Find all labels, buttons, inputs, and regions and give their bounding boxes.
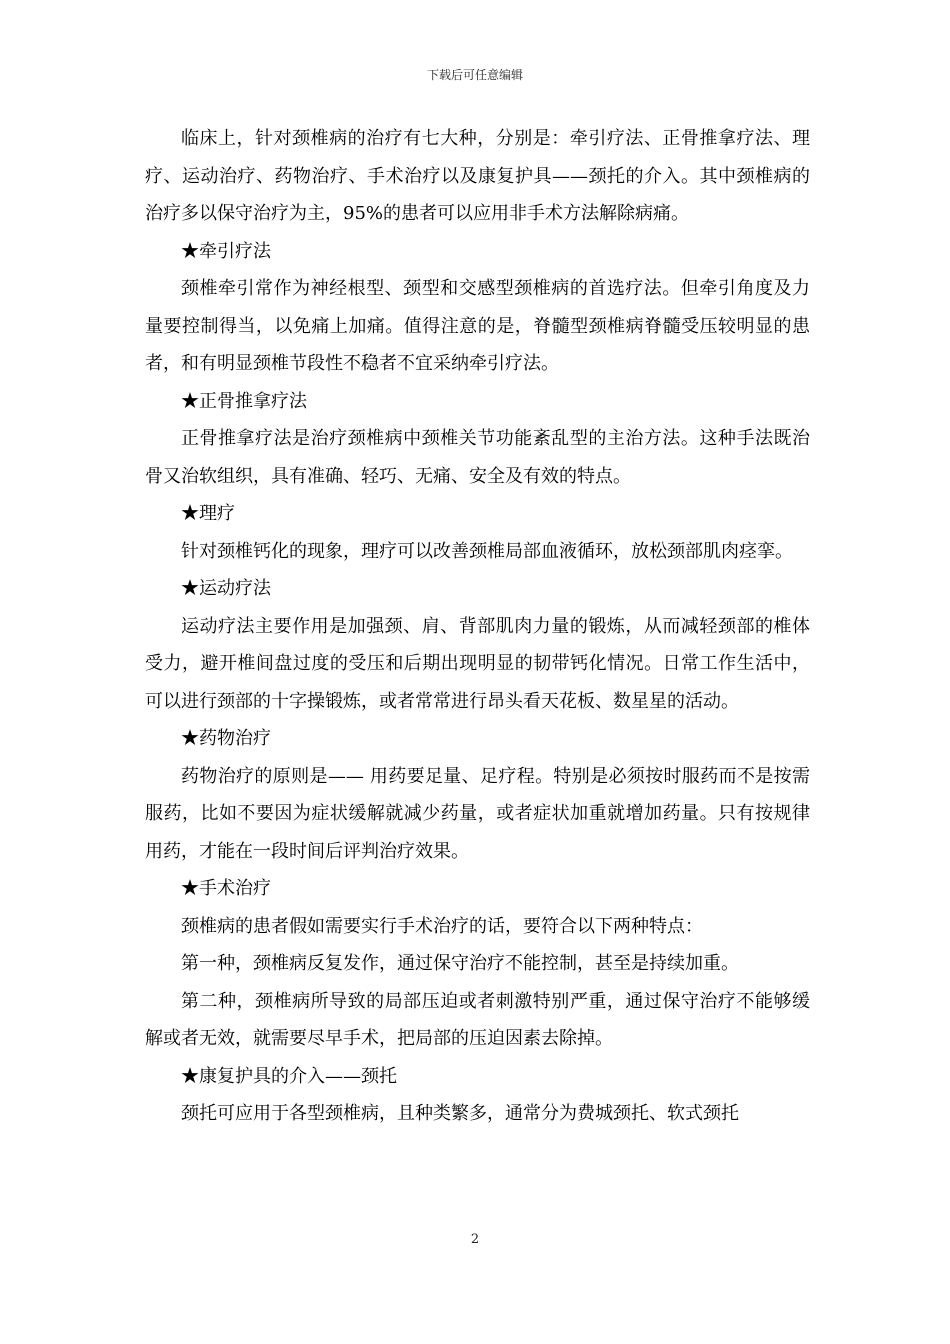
intro-paragraph: 临床上，针对颈椎病的治疗有七大种，分别是：牵引疗法、正骨推拿疗法、理疗、运动治疗、药物治疗、手术治疗以及康复护具——颈托的介入。其中颈椎病的治疗多以保守治疗为主，95%的患者可以应用非手术方法解除病痛。 [145, 128, 810, 224]
section-heading-neck-brace: ★康复护具的介入——颈托 [181, 1065, 397, 1087]
section-heading-exercise: ★运动疗法 [181, 578, 271, 599]
section-text-physiotherapy: 针对颈椎钙化的现象，理疗可以改善颈椎局部血液循环，放松颈部肌肉痉挛。 [181, 540, 793, 562]
section-text-massage: 正骨推拿疗法是治疗颈椎病中颈椎关节功能紊乱型的主治方法。这种手法既治骨又治软组织，具有准确、轻巧、无痛、安全及有效的特点。 [145, 428, 810, 487]
section-heading-massage: ★正骨推拿疗法 [181, 390, 307, 412]
page-header: 下载后可任意编辑 [426, 68, 523, 82]
section-text-surgery-first: 第一种，颈椎病反复发作，通过保守治疗不能控制，甚至是持续加重。 [181, 953, 739, 974]
section-text-surgery-second: 第二种，颈椎病所导致的局部压迫或者刺激特别严重，通过保守治疗不能够缓解或者无效，就需要尽早手术，把局部的压迫因素去除掉。 [145, 990, 810, 1049]
section-text-medication: 药物治疗的原则是—— 用药要足量、足疗程。特别是必须按时服药而不是按需服药，比如不要因为症状缓解就减少药量，或者症状加重就增加药量。只有按规律用药，才能在一段时间后评判治疗效果。 [145, 765, 810, 862]
document-body [145, 120, 810, 1133]
section-heading-surgery: ★手术治疗 [181, 878, 271, 899]
section-text-traction: 颈椎牵引常作为神经根型、颈型和交感型颈椎病的首选疗法。但牵引角度及力量要控制得当，以免痛上加痛。值得注意的是，脊髓型颈椎病脊髓受压较明显的患者，和有明显颈椎节段性不稳者不宜采纳牵引疗法。 [145, 278, 810, 374]
section-heading-physiotherapy: ★理疗 [181, 503, 235, 524]
section-heading-medication: ★药物治疗 [181, 728, 271, 749]
section-text-surgery-intro: 颈椎病的患者假如需要实行手术治疗的话，要符合以下两种特点： [181, 915, 703, 937]
section-text-neck-brace: 颈托可应用于各型颈椎病，且种类繁多，通常分为费城颈托、软式颈托 [181, 1103, 739, 1124]
page-number: 2 [470, 1232, 480, 1247]
section-heading-traction: ★牵引疗法 [181, 240, 271, 262]
section-text-exercise: 运动疗法主要作用是加强颈、肩、背部肌肉力量的锻炼，从而减轻颈部的椎体受力，避开椎间盘过度的受压和后期出现明显的韧带钙化情况。日常工作生活中，可以进行颈部的十字操锻炼，或者常常进行昂头看天花板、数星星的活动。 [145, 615, 810, 712]
